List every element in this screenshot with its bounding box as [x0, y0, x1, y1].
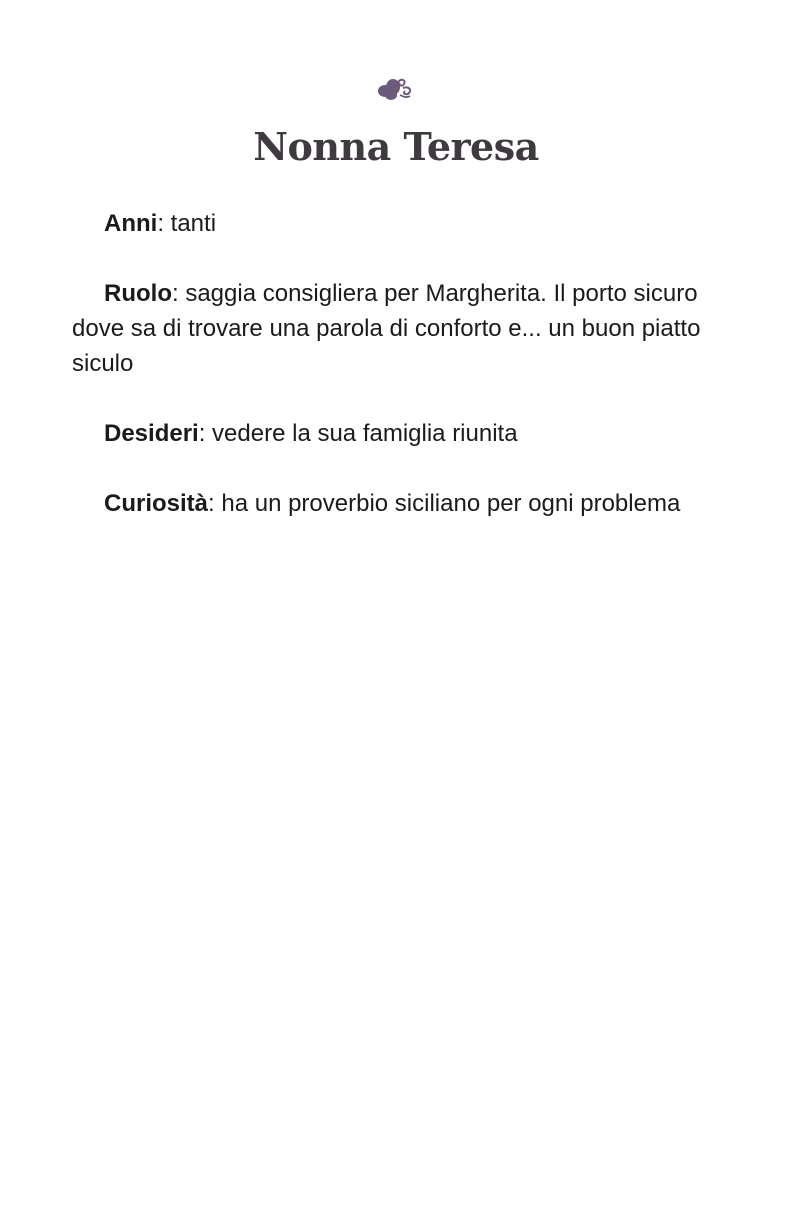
field-value: ha un proverbio siciliano per ogni problema: [214, 490, 681, 517]
field-label: Ruolo: [104, 280, 172, 307]
profile-field-role: [72, 276, 732, 381]
field-separator: :: [198, 420, 206, 447]
field-separator: :: [157, 210, 164, 237]
grape-cluster-flourish-icon: [376, 76, 416, 102]
field-label: Curiosità: [104, 490, 209, 517]
profile-field-age: [72, 206, 732, 241]
character-profile: [72, 206, 732, 556]
field-separator: :: [171, 280, 179, 307]
field-label: Anni: [104, 210, 158, 237]
page-title: Nonna Teresa: [253, 124, 539, 169]
profile-field-wishes: [72, 416, 732, 451]
field-value: vedere la sua famiglia riunita: [205, 420, 518, 447]
profile-field-curiosity: [72, 486, 732, 521]
field-value: tanti: [164, 210, 217, 237]
field-label: Desideri: [104, 420, 199, 447]
field-value: saggia consigliera per Margherita. Il porto sicuro dove sa di trovare una parola di conforto e... un buon piatto siculo: [72, 280, 701, 377]
field-separator: :: [208, 490, 215, 517]
